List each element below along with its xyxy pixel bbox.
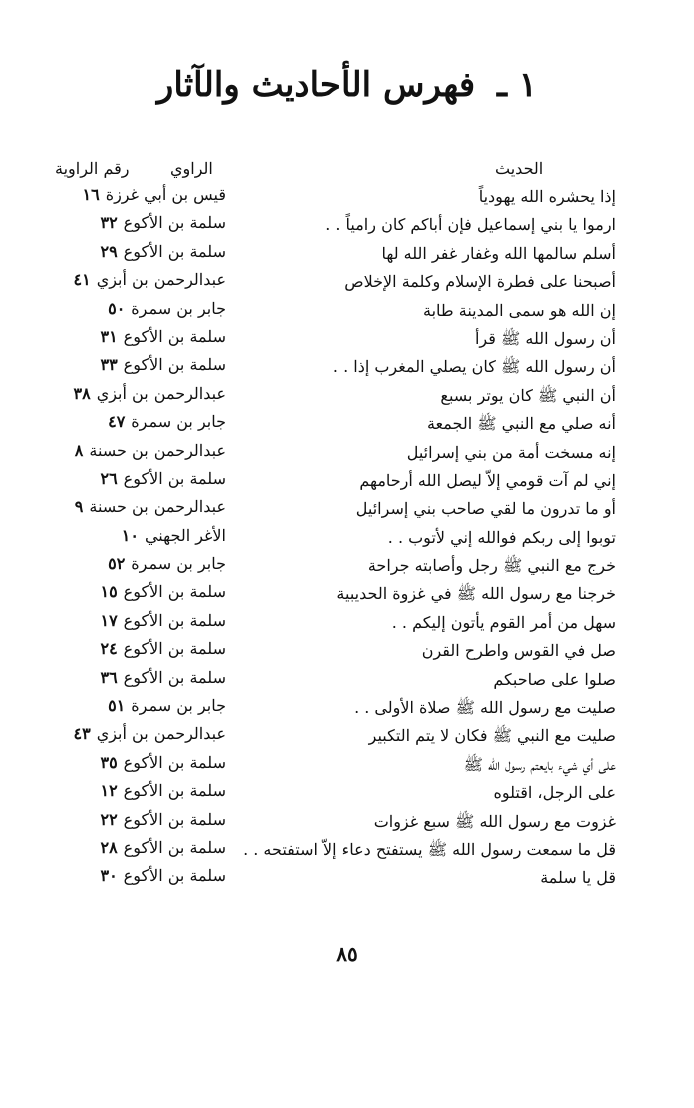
hadith-text: أن النبي ﷺ كان يوتر بسبع [440, 385, 616, 405]
narration-number: ١٠ [121, 525, 139, 545]
index-row [0, 267, 694, 295]
hadith-text: قل ما سمعت رسول الله ﷺ يستفتح دعاء إلاّ استفتحه . . [243, 839, 616, 859]
narration-number: ٤٣ [73, 724, 91, 744]
index-row [0, 466, 694, 494]
narrator-name: سلمة بن الأكوع [123, 582, 226, 602]
narration-number: ٨ [74, 440, 84, 460]
narrator-cell [100, 750, 226, 776]
narrator-cell [100, 863, 226, 889]
narrator-name: سلمة بن الأكوع [123, 667, 226, 687]
hadith-text: صليت مع النبي ﷺ فكان لا يتم التكبير [368, 726, 616, 746]
hadith-text: خرج مع النبي ﷺ رجل وأصابته جراحة [367, 556, 616, 576]
narration-number-column-header: رقم الراوية [55, 159, 130, 178]
narrator-cell [100, 210, 226, 236]
narration-number: ٥٠ [108, 298, 126, 318]
narrator-name: سلمة بن الأكوع [123, 781, 226, 801]
hadith-text: إذا يحشره الله يهودياً [478, 187, 616, 206]
narrator-cell [100, 636, 226, 662]
narrator-name: سلمة بن الأكوع [123, 752, 226, 772]
narrator-name: عبدالرحمن بن حسنة [89, 497, 226, 517]
index-row [0, 665, 694, 693]
section-title: فهرس الأحاديث والآثار [156, 65, 476, 105]
narrator-cell [108, 551, 226, 577]
narrator-column-header: الراوي [170, 159, 213, 178]
hadith-text: على الرجل، اقتلوه [493, 783, 616, 803]
narration-number: ٢٢ [100, 809, 118, 829]
narrator-cell [74, 267, 226, 293]
narration-number: ٢٨ [100, 837, 118, 857]
narrator-name: قيس بن أبي غرزة [105, 185, 226, 204]
index-row [0, 693, 694, 721]
hadith-column-header: الحديث [495, 159, 544, 178]
index-row [0, 182, 694, 210]
narrator-name: سلمة بن الأكوع [123, 837, 226, 857]
narrator-cell [74, 721, 226, 747]
narrator-name: عبدالرحمن بن أبزي [96, 724, 226, 744]
narrator-name: سلمة بن الأكوع [123, 241, 226, 261]
narration-number: ١٧ [100, 610, 118, 630]
hadith-text: إني لم آت قومي إلاّ ليصل الله أرحامهم [359, 470, 616, 490]
narrator-name: جابر بن سمرة [131, 696, 226, 716]
index-row [0, 239, 694, 267]
narrator-cell [100, 835, 226, 861]
narrator-cell [100, 352, 226, 378]
index-row [0, 324, 694, 352]
narration-number: ٢٩ [100, 241, 118, 261]
narrator-cell [100, 579, 226, 605]
narrator-name: عبدالرحمن بن أبزي [96, 383, 226, 403]
narrator-cell [108, 693, 226, 719]
hadith-text: أن رسول الله ﷺ كان يصلي المغرب إذا . . [332, 357, 616, 377]
hadith-text: خرجنا مع رسول الله ﷺ في غزوة الحديبية [336, 584, 616, 604]
narration-number: ٤١ [73, 270, 91, 290]
hadith-text: صليت مع رسول الله ﷺ صلاة الأولى . . [354, 698, 616, 718]
narration-number: ٢٤ [100, 639, 118, 659]
narration-number: ٥٢ [108, 554, 126, 574]
index-row [0, 750, 694, 778]
narration-number: ٣٨ [73, 383, 91, 403]
hadith-text: أسلم سالمها الله وغفار غفر الله لها [381, 243, 616, 263]
index-row [0, 551, 694, 579]
page-number: ٨٥ [336, 942, 358, 966]
narration-number: ٩ [74, 497, 84, 517]
hadith-text: أنه صلي مع النبي ﷺ الجمعة [426, 414, 616, 434]
index-row [0, 438, 694, 466]
narration-number: ١٥ [100, 582, 118, 602]
hadith-text: أو ما تدرون ما لقي صاحب بني إسرائيل [355, 499, 616, 519]
section-number: ١ ـ [496, 65, 538, 105]
hadith-text: إنه مسخت أمة من بني إسرائيل [406, 442, 616, 462]
hadith-text: توبوا إلى ربكم فوالله إني لأتوب . . [387, 527, 616, 547]
narrator-cell [108, 409, 226, 435]
index-row [0, 352, 694, 380]
narration-number: ٣٠ [100, 866, 118, 886]
narrator-name: جابر بن سمرة [131, 412, 226, 432]
hadith-text: على أي شيء بايعتم رسول الله ﷺ [463, 754, 616, 774]
narrator-cell [100, 778, 226, 804]
narrator-name: الأغر الجهني [144, 525, 226, 545]
narrator-name: سلمة بن الأكوع [123, 610, 226, 630]
index-row [0, 608, 694, 636]
index-row [0, 636, 694, 664]
index-row [0, 863, 694, 891]
narrator-cell [100, 239, 226, 265]
narrator-name: عبدالرحمن بن أبزي [96, 270, 226, 290]
hadith-text: أن رسول الله ﷺ قرأ [474, 328, 616, 348]
narrator-cell [100, 665, 226, 691]
index-row [0, 523, 694, 551]
narration-number: ٣٥ [100, 752, 118, 772]
hadith-text: أصبحنا على فطرة الإسلام وكلمة الإخلاص [344, 272, 616, 292]
narration-number: ٥١ [108, 696, 126, 716]
narrator-cell [100, 324, 226, 350]
index-row [0, 296, 694, 324]
index-table [0, 182, 694, 892]
hadith-text: صل في القوس واطرح القرن [421, 641, 616, 661]
narrator-name: سلمة بن الأكوع [123, 639, 226, 659]
index-row [0, 807, 694, 835]
narration-number: ١٢ [100, 781, 118, 801]
page-title [0, 60, 694, 110]
narrator-name: سلمة بن الأكوع [123, 468, 226, 488]
narration-number: ٣٣ [100, 355, 118, 375]
narrator-name: سلمة بن الأكوع [123, 866, 226, 886]
narrator-cell [74, 381, 226, 407]
narrator-name: سلمة بن الأكوع [123, 213, 226, 233]
narration-number: ٣٦ [100, 667, 118, 687]
narrator-cell [100, 608, 226, 634]
index-row [0, 579, 694, 607]
narration-number: ٣٢ [100, 213, 118, 233]
narration-number: ٣١ [100, 326, 118, 346]
narration-number: ٤٧ [108, 412, 126, 432]
index-row [0, 835, 694, 863]
index-row [0, 778, 694, 806]
hadith-text: غزوت مع رسول الله ﷺ سبع غزوات [373, 811, 616, 831]
index-row [0, 721, 694, 749]
narration-number: ١٦ [82, 185, 100, 204]
narrator-name: سلمة بن الأكوع [123, 326, 226, 346]
index-row [0, 381, 694, 409]
narrator-cell [108, 296, 226, 322]
hadith-text: سهل من أمر القوم يأتون إليكم . . [391, 612, 616, 632]
narrator-name: سلمة بن الأكوع [123, 355, 226, 375]
narrator-cell [100, 807, 226, 833]
narrator-name: جابر بن سمرة [131, 298, 226, 318]
hadith-text: قل يا سلمة [540, 868, 616, 888]
hadith-text: ارموا يا بني إسماعيل فإن أباكم كان رامياً . . [325, 215, 616, 235]
index-row [0, 409, 694, 437]
narrator-name: جابر بن سمرة [131, 554, 226, 574]
narrator-name: سلمة بن الأكوع [123, 809, 226, 829]
narration-number: ٢٦ [100, 468, 118, 488]
narrator-name: عبدالرحمن بن حسنة [89, 440, 226, 460]
narrator-cell [100, 466, 226, 492]
narrator-cell [75, 494, 226, 520]
hadith-text: إن الله هو سمى المدينة طابة [423, 300, 616, 320]
hadith-text: صلوا على صاحبكم [493, 669, 616, 689]
narrator-cell [75, 438, 226, 464]
narrator-cell [122, 523, 226, 549]
narrator-cell [83, 182, 227, 208]
index-row [0, 494, 694, 522]
index-row [0, 210, 694, 238]
